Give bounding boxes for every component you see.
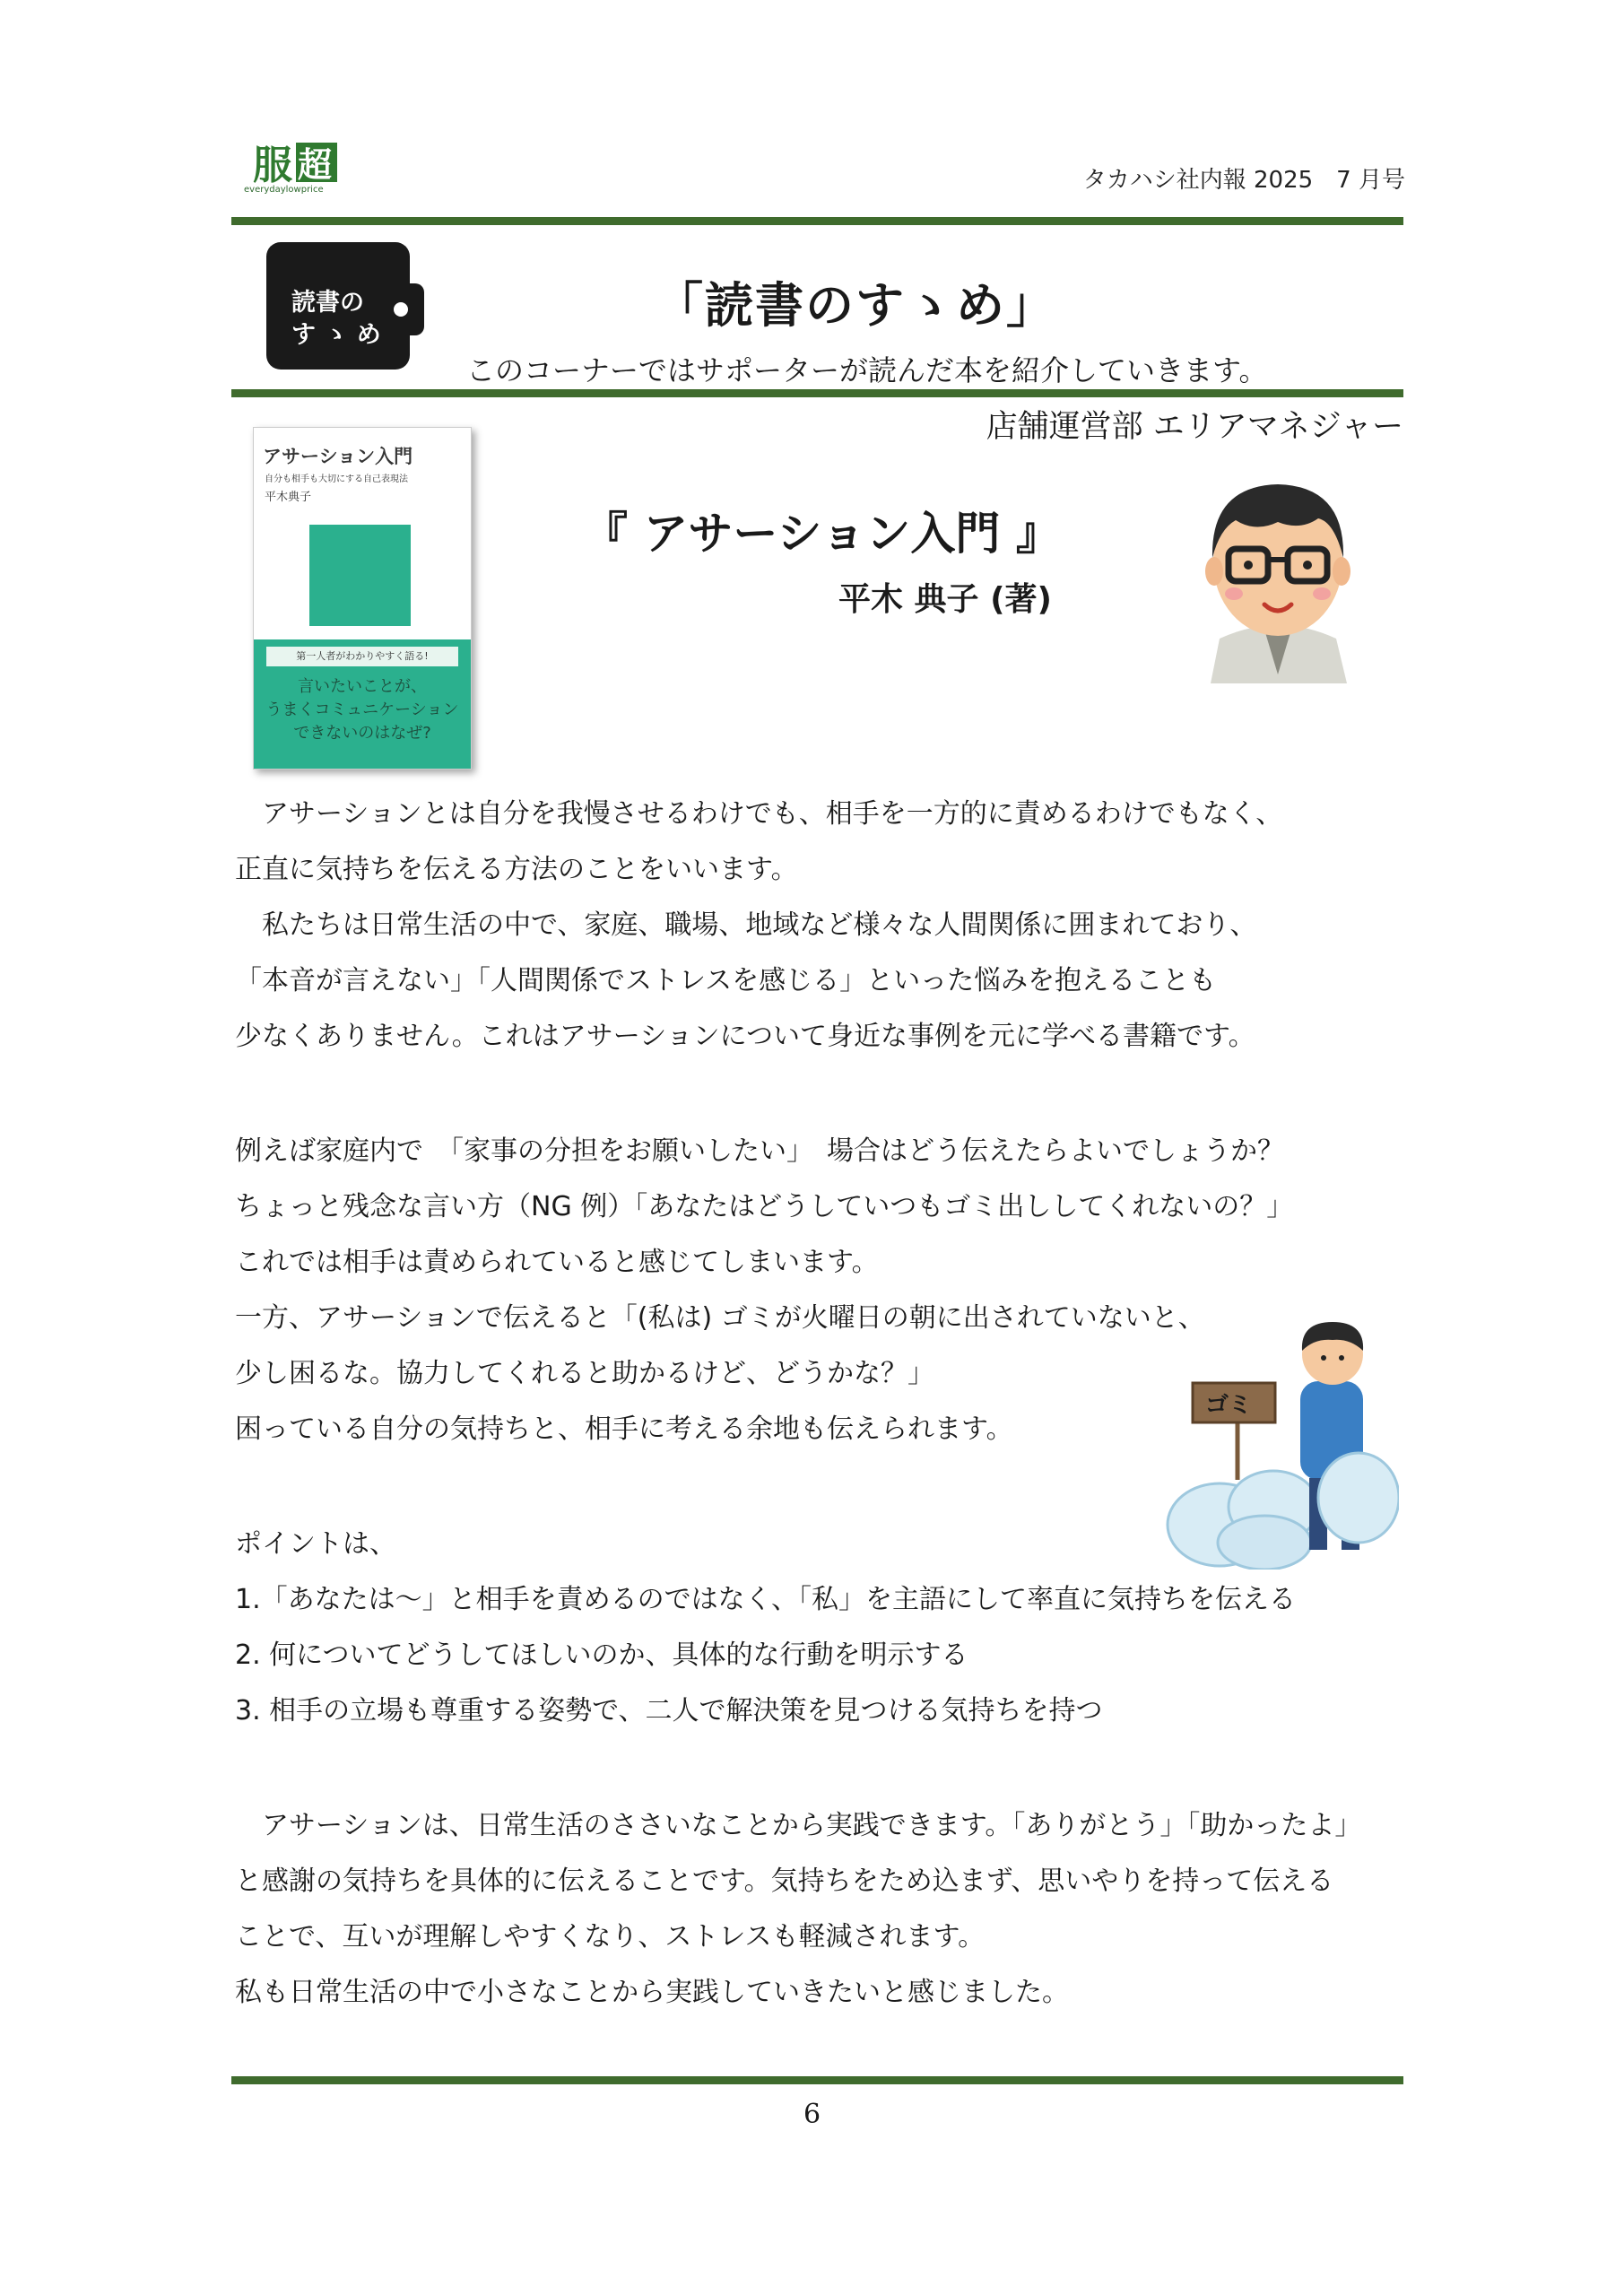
paragraph-line: 少なくありません。これはアサーションについて身近な事例を元に学べる書籍です。: [235, 1021, 1255, 1052]
cover-catch-line: うまくコミュニケーション: [265, 700, 459, 719]
cover-green-square: [309, 525, 411, 626]
svg-text:超: 超: [298, 145, 333, 185]
page-number: 6: [803, 2099, 821, 2130]
cover-catch-line: 言いたいことが、: [298, 677, 427, 696]
cover-subtitle: 自分も相手も大切にする自己表現法: [265, 474, 408, 484]
paragraph-line: ちょっと残念な言い方（NG 例）「あなたはどうしていつもゴミ出ししてくれないの？」: [235, 1191, 1294, 1222]
paragraph-line: アサーションとは自分を我慢させるわけでも、相手を一方的に責めるわけでもなく、: [235, 798, 1283, 830]
cover-band-text: 第一人者がわかりやすく語る!: [266, 647, 458, 666]
book-author: 平木 典子 (著): [838, 581, 1052, 618]
point-item: 3. 相手の立場も尊重する姿勢で、二人で解決策を見つける気持ちを持つ: [235, 1695, 1103, 1726]
paragraph-line: 例えば家庭内で 「家事の分担をお願いしたい」 場合はどう伝えたらよいでしょうか？: [235, 1135, 1284, 1167]
svg-text:服: 服: [253, 143, 292, 188]
paragraph-line: 私も日常生活の中で小さなことから実践していきたいと感じました。: [235, 1977, 1069, 2008]
review-author: 店舗運営部 エリアマネジャー: [986, 409, 1403, 445]
points-heading: ポイントは、: [235, 1528, 396, 1560]
paragraph-line: 「本音が言えない」「人間関係でストレスを感じる」といった悩みを抱えることも: [235, 965, 1217, 996]
cover-author: 平木典子: [265, 491, 312, 504]
point-item: 1.「あなたは～」と相手を責めるのではなく、「私」を主語にして率直に気持ちを伝える: [235, 1584, 1297, 1615]
cover-catch-line: できないのはなぜ?: [293, 724, 431, 743]
cover-catchphrase: [261, 675, 464, 745]
paragraph-line: 私たちは日常生活の中で、家庭、職場、地域など様々な人間関係に囲まれており、: [235, 909, 1257, 941]
paragraph-line: これでは相手は責められていると感じてしまいます。: [235, 1247, 879, 1278]
badge-label: [291, 287, 390, 352]
badge-line-2: す ゝ め: [291, 321, 381, 349]
second-rule: [231, 389, 1403, 397]
paragraph-line: 正直に気持ちを伝える方法のことをいいます。: [235, 854, 798, 885]
issue-label: タカハシ社内報 2025 7 月号: [1082, 167, 1405, 194]
book-title: 『 アサーション入門 』: [583, 508, 1061, 560]
logo-subtext: everydaylowprice: [244, 185, 324, 195]
paragraph-line: と感謝の気持ちを具体的に伝えることです。気持ちをため込まず、思いやりを持って伝える: [235, 1866, 1334, 1897]
paragraph-line: 一方、アサーションで伝えると「(私は) ゴミが火曜日の朝に出されていないと、: [235, 1302, 1205, 1334]
paragraph-line: 少し困るな。協力してくれると助かるけど、どうかな？」: [235, 1358, 934, 1389]
garbage-sign-text: ゴミ: [1205, 1392, 1253, 1419]
cover-title: アサーション入門: [263, 446, 413, 467]
point-item: 2. 何についてどうしてほしいのか、具体的な行動を明示する: [235, 1639, 968, 1671]
badge-line-1: 読書の: [291, 289, 364, 317]
paragraph-line: アサーションは、日常生活のささいなことから実践できます。「ありがとう」「助かったよ」: [235, 1810, 1362, 1841]
top-rule: [231, 217, 1403, 225]
book-cover: [253, 427, 472, 770]
paragraph-line: ことで、互いが理解しやすくなり、ストレスも軽減されます。: [235, 1921, 986, 1952]
garbage-drawing: [1166, 1318, 1399, 1570]
garbage-illustration: [1166, 1318, 1399, 1570]
bottom-rule: [231, 2076, 1403, 2084]
reviewer-avatar: [1193, 459, 1363, 683]
paragraph-line: 困っている自分の気持ちと、相手に考える余地も伝えられます。: [235, 1413, 1013, 1445]
corner-description: このコーナーではサポーターが読んだ本を紹介していきます。: [466, 353, 1268, 387]
corner-title: 「読書のすゝめ」: [655, 277, 1056, 334]
